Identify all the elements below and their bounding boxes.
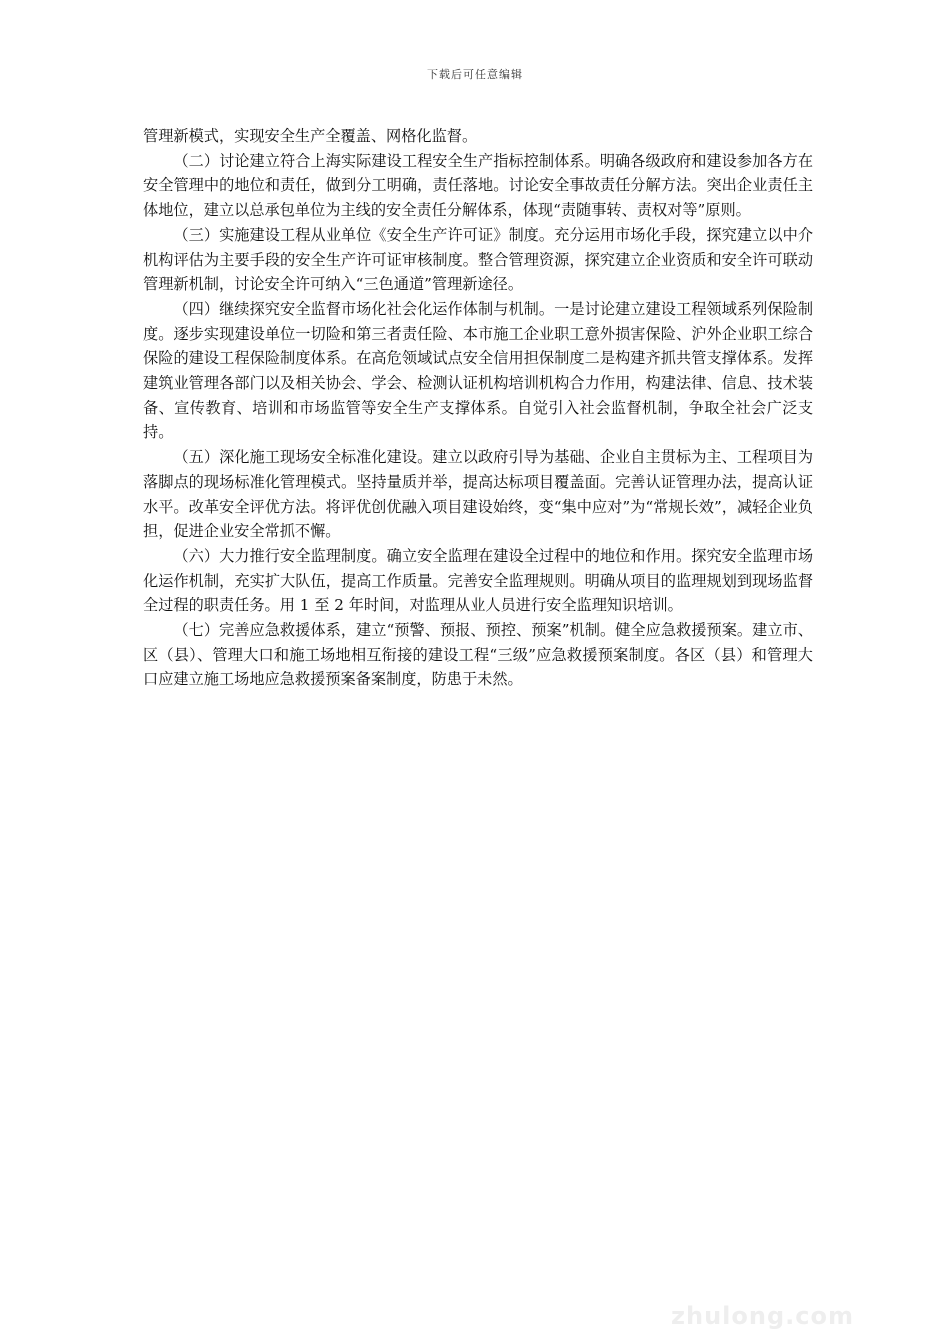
paragraph-item-2: （二）讨论建立符合上海实际建设工程安全生产指标控制体系。明确各级政府和建设参加各方在安全管理中的地位和责任，做到分工明确，责任落地。讨论安全事故责任分解方法。突出企业责任主体地位，建立以总承包单位为主线的安全责任分解体系，体现“责随事转、责权对等”原则。 xyxy=(143,151,813,220)
paragraph-continuation: 管理新模式，实现安全生产全覆盖、网格化监督。 xyxy=(143,127,478,145)
paragraph-item-4: （四）继续探究安全监督市场化社会化运作体制与机制。一是讨论建立建设工程领域系列保险制度。逐步实现建设单位一切险和第三者责任险、本市施工企业职工意外损害保险、沪外企业职工综合保险的建设工程保险制度体系。在高危领域试点安全信用担保制度二是构建齐抓共管支撑体系。发挥建筑业管理各部门以及相关协会、学会、检测认证机构培训机构合力作用，构建法律、信息、技术装备、宣传教育、培训和市场监管等安全生产支撑体系。自觉引入社会监督机制，争取全社会广泛支持。 xyxy=(143,299,813,442)
watermark-logo: zhulong.com xyxy=(671,1302,854,1330)
paragraph-item-3: （三）实施建设工程从业单位《安全生产许可证》制度。充分运用市场化手段，探究建立以中介机构评估为主要手段的安全生产许可证审核制度。整合管理资源，探究建立企业资质和安全许可联动管理新机制，讨论安全许可纳入“三色通道”管理新途径。 xyxy=(143,225,813,294)
paragraph-item-7: （七）完善应急救援体系，建立“预警、预报、预控、预案”机制。健全应急救援预案。建立市、区（县）、管理大口和施工场地相互衔接的建设工程“三级”应急救援预案制度。各区（县）和管理大口应建立施工场地应急救援预案备案制度，防患于未然。 xyxy=(143,621,813,689)
paragraph-item-6: （六）大力推行安全监理制度。确立安全监理在建设全过程中的地位和作用。探究安全监理市场化运作机制，充实扩大队伍，提高工作质量。完善安全监理规则。明确从项目的监理规划到现场监督全过程的职责任务。用 1 至 2 年时间，对监理从业人员进行安全监理知识培训。 xyxy=(143,546,813,615)
document-body xyxy=(143,124,813,692)
paragraph-item-5: （五）深化施工现场安全标准化建设。建立以政府引导为基础、企业自主贯标为主、工程项目为落脚点的现场标准化管理模式。坚持量质并举，提高达标项目覆盖面。完善认证管理办法，提高认证水平。改革安全评优方法。将评优创优融入项目建设始终，变“集中应对”为“常规长效”，减轻企业负担，促进企业安全常抓不懈。 xyxy=(143,448,813,541)
page-header-note: 下载后可任意编辑 xyxy=(427,68,523,81)
